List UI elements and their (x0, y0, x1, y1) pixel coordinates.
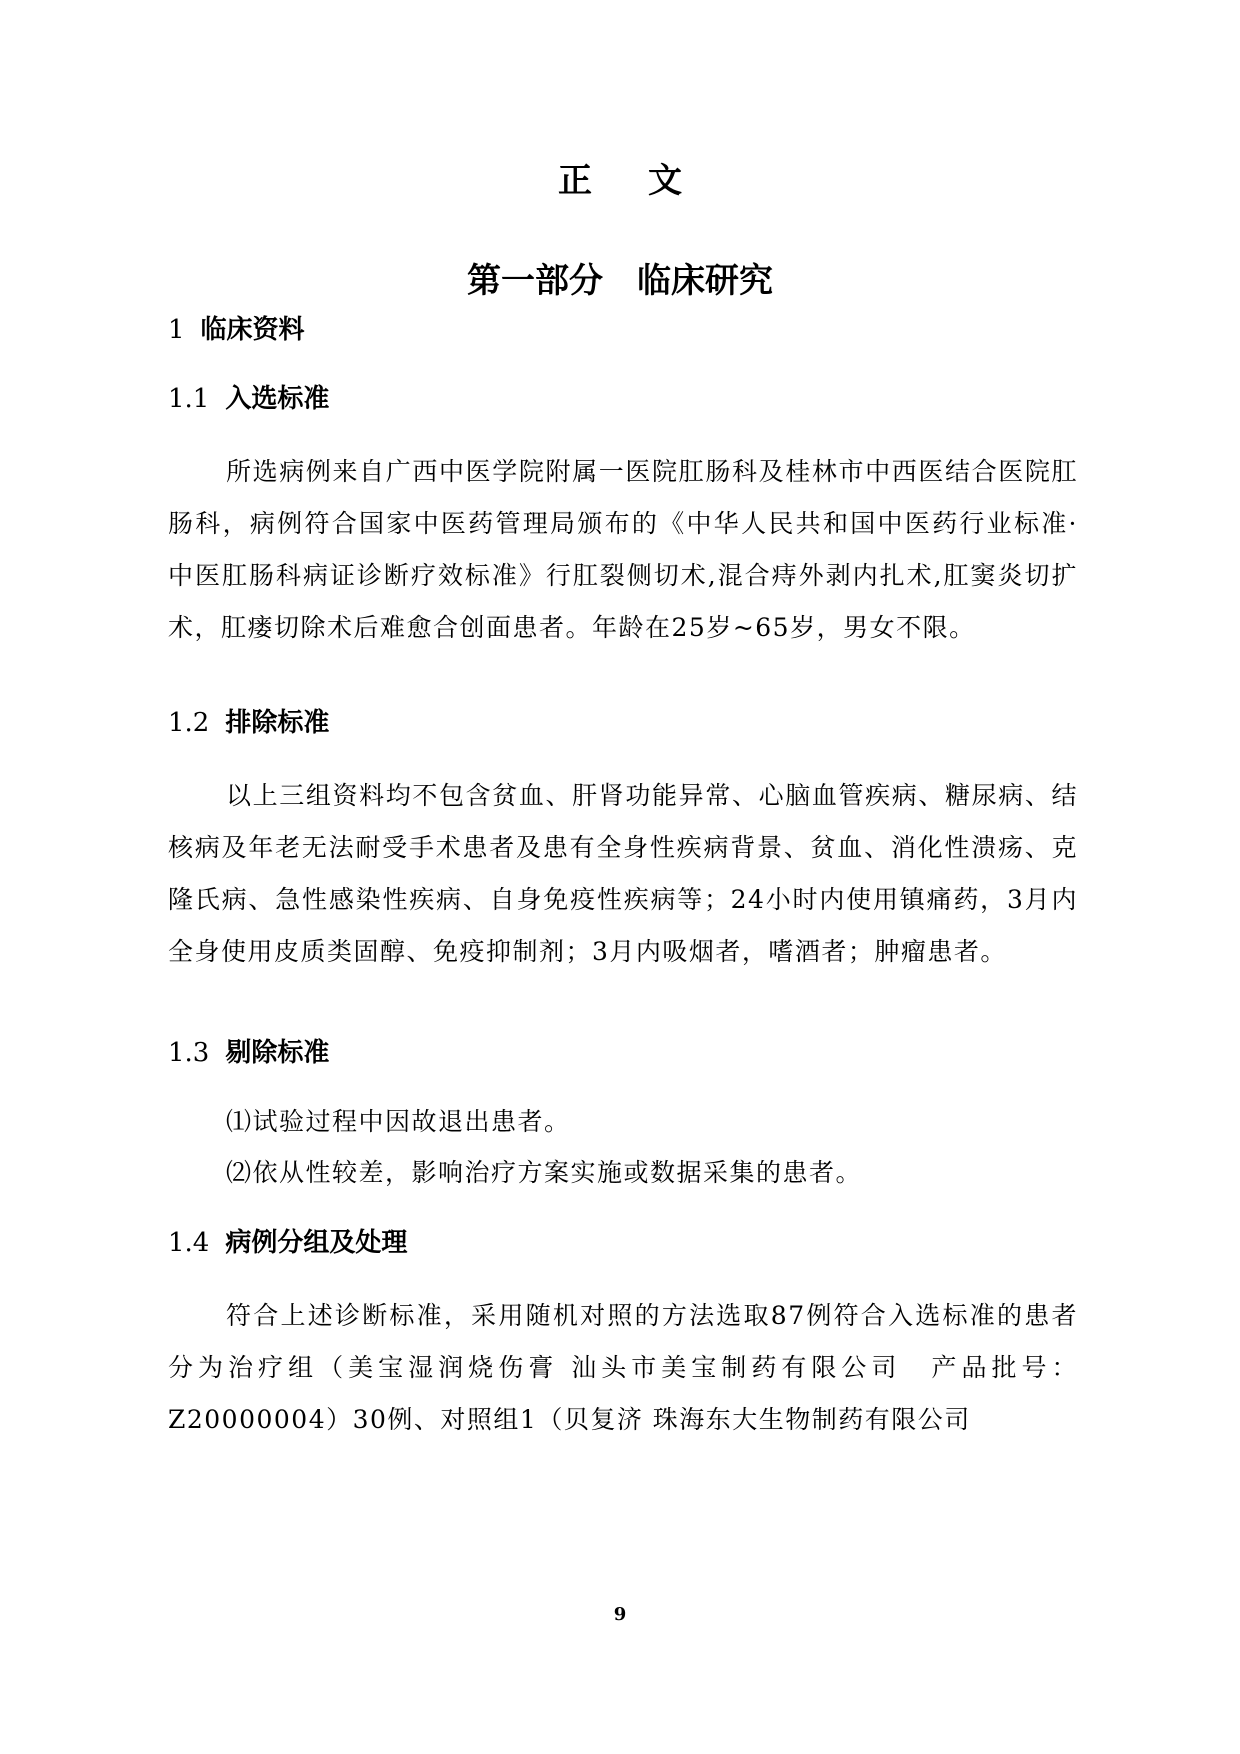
section-heading-1 (168, 312, 305, 348)
section-heading-1-1 (168, 381, 329, 417)
section-heading-1-4 (168, 1225, 407, 1261)
section-title: 病例分组及处理 (225, 1228, 408, 1258)
page-number: 9 (613, 1604, 627, 1625)
list-item-withdrawal-1: ⑴试验过程中因故退出患者。 (226, 1107, 571, 1136)
section-number: 1.2 (168, 708, 210, 738)
part-title: 第一部分 临床研究 (467, 261, 773, 301)
section-number: 1.3 (168, 1038, 210, 1068)
section-title: 入选标准 (225, 384, 330, 414)
section-title: 排除标准 (225, 708, 330, 738)
section-number: 1 (168, 315, 185, 345)
section-title: 剔除标准 (225, 1038, 330, 1068)
list-item-withdrawal-2: ⑵依从性较差，影响治疗方案实施或数据采集的患者。 (226, 1158, 863, 1187)
paragraph-grouping: 符合上述诊断标准，采用随机对照的方法选取87例符合入选标准的患者分为治疗组（美宝湿润烧伤膏 汕头市美宝制药有限公司 产品批号：Z20000004）30例、对照组1（贝复济 珠海东大生物制药有限公司 (168, 1301, 1078, 1434)
document-title: 正文 (558, 161, 738, 201)
paragraph-exclusion-criteria: 以上三组资料均不包含贫血、肝肾功能异常、心脑血管疾病、糖尿病、结核病及年老无法耐受手术患者及患有全身性疾病背景、贫血、消化性溃疡、克隆氏病、急性感染性疾病、自身免疫性疾病等；24小时内使用镇痛药，3月内全身使用皮质类固醇、免疫抑制剂；3月内吸烟者，嗜酒者；肿瘤患者。 (168, 781, 1078, 966)
section-heading-1-3 (168, 1035, 329, 1071)
section-number: 1.1 (168, 384, 210, 414)
section-number: 1.4 (168, 1228, 210, 1258)
section-heading-1-2 (168, 705, 329, 741)
paragraph-inclusion-criteria: 所选病例来自广西中医学院附属一医院肛肠科及桂林市中西医结合医院肛肠科，病例符合国家中医药管理局颁布的《中华人民共和国中医药行业标准·中医肛肠科病证诊断疗效标准》行肛裂侧切术,混合痔外剥内扎术,肛窦炎切扩术，肛瘘切除术后难愈合创面患者。年龄在25岁~65岁，男女不限。 (168, 457, 1078, 642)
section-title: 临床资料 (200, 315, 305, 345)
